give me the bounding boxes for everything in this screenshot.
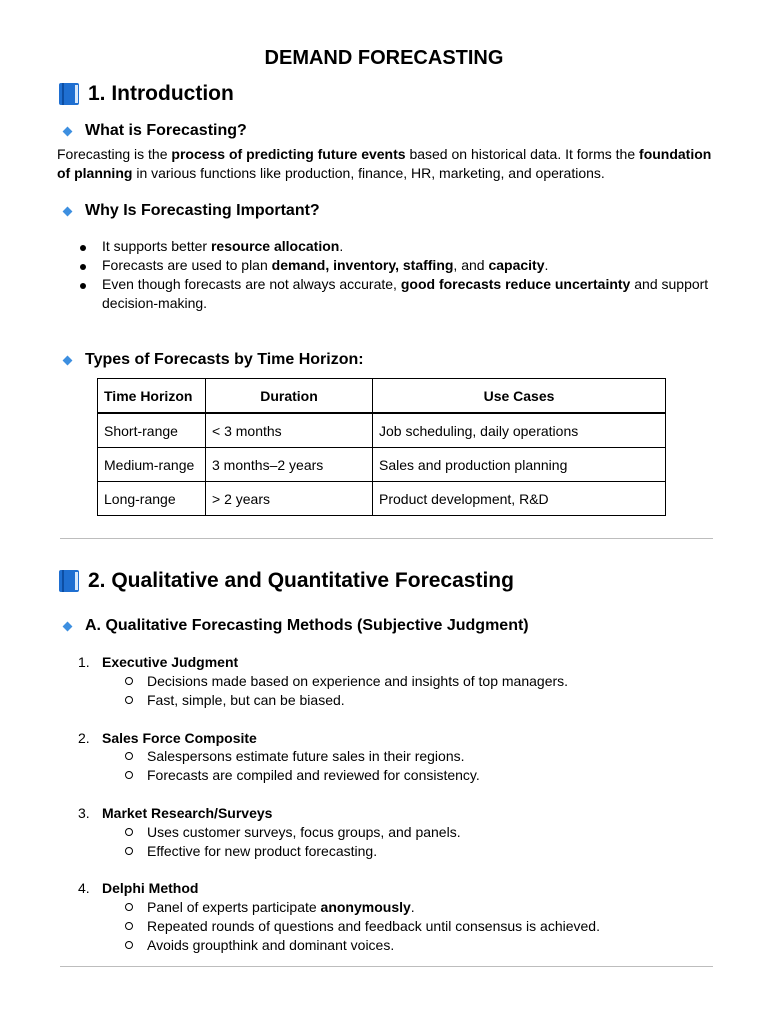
book-icon	[58, 82, 80, 106]
circle-bullet-icon	[125, 771, 133, 779]
text: based on historical data. It forms the	[405, 146, 640, 162]
sub-list-item	[125, 843, 377, 859]
circle-bullet-icon	[125, 847, 133, 855]
section-divider	[60, 966, 713, 967]
subheading-text: Why Is Forecasting Important?	[85, 202, 320, 219]
list-number: 1.	[78, 654, 90, 670]
list-number: 3.	[78, 805, 90, 821]
circle-bullet-icon	[125, 941, 133, 949]
table-cell: Product development, R&D	[373, 482, 666, 516]
sub-list-item	[125, 692, 345, 708]
text: Salespersons estimate future sales in their regions.	[147, 748, 465, 764]
bullet-icon	[80, 275, 102, 313]
text: , and	[453, 257, 489, 273]
subheading-qualitative-methods	[60, 617, 529, 635]
circle-bullet-icon	[125, 828, 133, 836]
bold-text: of planning	[57, 165, 133, 181]
text: Uses customer surveys, focus groups, and panels.	[147, 824, 461, 840]
table-row	[98, 448, 666, 482]
text: .	[339, 238, 344, 254]
column-header: Duration	[206, 379, 373, 414]
subheading-why-important	[60, 202, 320, 220]
sub-list-item	[125, 824, 461, 840]
list-item	[80, 256, 720, 275]
subheading-text: What is Forecasting?	[85, 122, 247, 139]
method-item	[78, 730, 257, 746]
text: Effective for new product forecasting.	[147, 843, 378, 859]
method-item	[78, 654, 238, 670]
text: Fast, simple, but can be biased.	[147, 692, 345, 708]
circle-bullet-icon	[125, 752, 133, 760]
section-divider	[60, 538, 713, 539]
method-name: Executive Judgment	[102, 654, 239, 670]
section-heading-text: 2. Qualitative and Quantitative Forecasting	[88, 569, 514, 592]
method-name: Market Research/Surveys	[102, 805, 273, 821]
subheading-text: A. Qualitative Forecasting Methods (Subjective Judgment)	[85, 617, 529, 634]
method-item	[78, 805, 272, 821]
text: in various functions like production, finance, HR, marketing, and operations.	[132, 165, 605, 181]
text: It supports better	[102, 238, 211, 254]
subheading-types-of-forecasts	[60, 351, 364, 369]
diamond-bullet-icon	[63, 621, 73, 631]
bold-text: anonymously	[320, 899, 411, 915]
table-cell: Short-range	[98, 413, 206, 448]
forecast-types-table	[97, 378, 666, 516]
column-header: Time Horizon	[98, 379, 206, 414]
bullet-icon	[80, 237, 102, 256]
paragraph-forecasting-definition	[57, 145, 717, 183]
circle-bullet-icon	[125, 677, 133, 685]
table-cell: Long-range	[98, 482, 206, 516]
table-cell: Job scheduling, daily operations	[373, 413, 666, 448]
subheading-text: Types of Forecasts by Time Horizon:	[85, 351, 364, 368]
table-cell: > 2 years	[206, 482, 373, 516]
text: Avoids groupthink and dominant voices.	[147, 937, 395, 953]
text: Forecasting is the	[57, 146, 172, 162]
text: Repeated rounds of questions and feedback until consensus is achieved.	[147, 918, 600, 934]
circle-bullet-icon	[125, 696, 133, 704]
text: Even though forecasts are not always accurate,	[102, 276, 401, 292]
list-number: 4.	[78, 880, 90, 896]
text: .	[410, 899, 415, 915]
table-cell: 3 months–2 years	[206, 448, 373, 482]
list-item	[80, 275, 720, 313]
table-row	[98, 413, 666, 448]
subheading-what-is-forecasting	[60, 122, 247, 140]
document-title: DEMAND FORECASTING	[264, 47, 504, 69]
text: Decisions made based on experience and insights of top managers.	[147, 673, 569, 689]
bold-text: foundation	[639, 146, 712, 162]
list-item	[80, 237, 720, 256]
bold-text: capacity	[488, 257, 545, 273]
method-item	[78, 880, 198, 896]
table-header-row	[98, 379, 666, 414]
bold-text: process of predicting future events	[171, 146, 406, 162]
table-cell: Medium-range	[98, 448, 206, 482]
text: Forecasts are used to plan	[102, 257, 272, 273]
section-heading-introduction	[58, 82, 234, 106]
table-cell: Sales and production planning	[373, 448, 666, 482]
diamond-bullet-icon	[63, 126, 73, 136]
book-icon	[58, 569, 80, 593]
circle-bullet-icon	[125, 903, 133, 911]
column-header: Use Cases	[373, 379, 666, 414]
text: decision-making.	[102, 295, 208, 311]
diamond-bullet-icon	[63, 355, 73, 365]
sub-list-item	[125, 673, 568, 689]
text: and support	[630, 276, 709, 292]
sub-list-item	[125, 937, 394, 953]
text: Forecasts are compiled and reviewed for consistency.	[147, 767, 480, 783]
list-number: 2.	[78, 730, 90, 746]
bullet-icon	[80, 256, 102, 275]
sub-list-item	[125, 748, 465, 764]
bold-text: resource allocation	[210, 238, 340, 254]
sub-list-item	[125, 918, 600, 934]
text: .	[544, 257, 549, 273]
circle-bullet-icon	[125, 922, 133, 930]
method-name: Delphi Method	[102, 880, 199, 896]
section-heading-text: 1. Introduction	[88, 82, 234, 105]
text: Panel of experts participate	[147, 899, 321, 915]
sub-list-item	[125, 899, 415, 915]
method-name: Sales Force Composite	[102, 730, 257, 746]
sub-list-item	[125, 767, 480, 783]
section-heading-qual-quant	[58, 569, 514, 593]
table-cell: < 3 months	[206, 413, 373, 448]
bold-text: good forecasts reduce uncertainty	[400, 276, 631, 292]
diamond-bullet-icon	[63, 206, 73, 216]
table-row	[98, 482, 666, 516]
bold-text: demand, inventory, staffing	[271, 257, 454, 273]
